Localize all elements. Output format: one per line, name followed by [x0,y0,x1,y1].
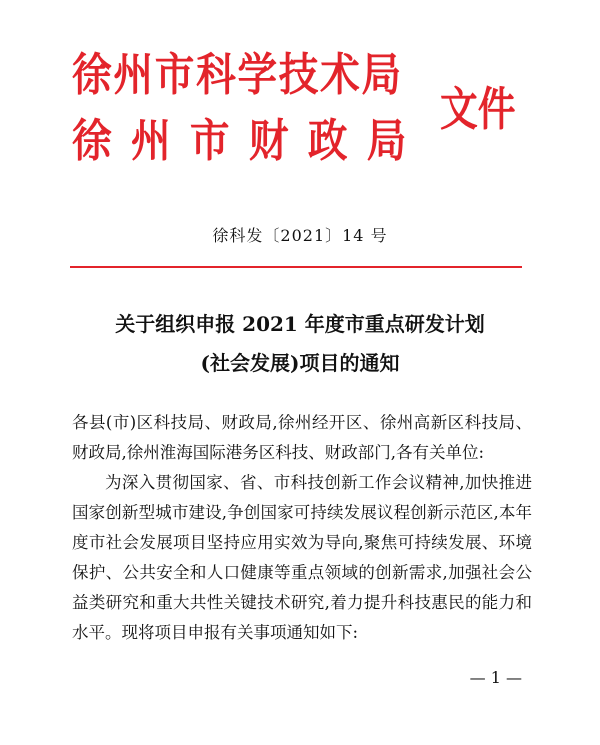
red-divider-line [70,266,522,268]
document-number: 徐科发〔2021〕14 号 [212,226,388,245]
addressee-text: 各县(市)区科技局、财政局,徐州经开区、徐州高新区科技局、财政局,徐州淮海国际港务区科技、财政部门,各有关单位: [72,413,532,462]
issuer-science-bureau: 徐州市科学技术局 [72,48,403,101]
addressee-block [72,408,532,468]
page-number: — 1 — [469,668,522,687]
body-paragraph-block [72,468,532,648]
document-title-line-1: 关于组织申报 2021 年度市重点研发计划 [115,312,485,336]
issuer-finance-bureau: 徐州市财政局 [72,114,426,167]
document-title-line-2: (社会发展)项目的通知 [200,351,400,375]
document-type-label: 文件 [440,82,516,136]
document-header [72,50,532,180]
body-paragraph-1: 为深入贯彻国家、省、市科技创新工作会议精神,加快推进国家创新型城市建设,争创国家可持续发展议程创新示范区,本年度市社会发展项目坚持应用实效为导向,聚焦可持续发展、环境保护、公共安全和人口健康等重点领域的创新需求,加强社会公益类研究和重大共性关键技术研究,着力提升科技惠民的能力和水平。现将项目申报有关事项通知如下: [72,473,532,642]
